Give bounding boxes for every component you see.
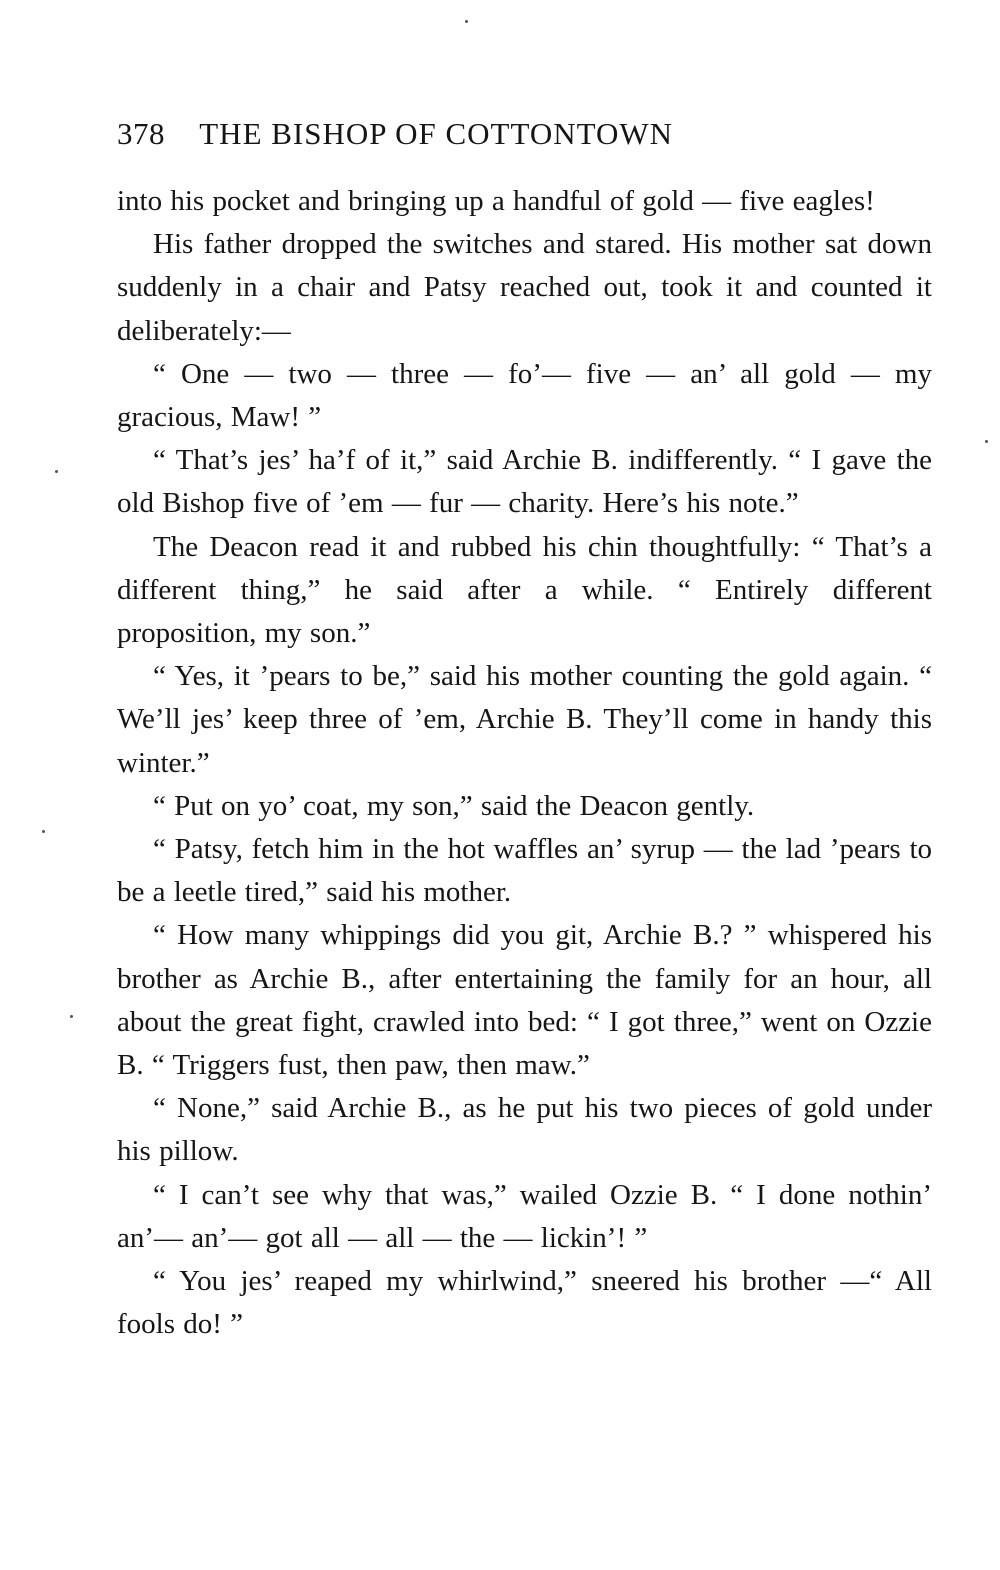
paragraph-10: “ None,” said Archie B., as he put his two pieces of gold under his pillow. xyxy=(117,1092,932,1168)
scan-speck xyxy=(70,1015,73,1018)
scan-speck xyxy=(55,470,58,473)
paragraph-1: into his pocket and bringing up a handful of gold — five eagles! xyxy=(117,185,875,217)
running-title: THE BISHOP OF COTTONTOWN xyxy=(199,116,674,151)
scan-speck xyxy=(42,830,45,833)
paragraph-8: “ Patsy, fetch him in the hot waffles an’ syrup — the lad ’pears to be a leetle tired,” said his mother. xyxy=(117,833,932,909)
paragraph-6: “ Yes, it ’pears to be,” said his mother counting the gold again. “ We’ll jes’ keep three of ’em, Archie B. They’ll come in handy this winter.” xyxy=(117,660,932,779)
paragraph-5: The Deacon read it and rubbed his chin thoughtfully: “ That’s a different thing,” he said after a while. “ Entirely different proposition, my son.” xyxy=(117,530,932,650)
paragraph-9: “ How many whippings did you git, Archie B.? ” whispered his brother as Archie B., after entertaining the family for an hour, all about the great fight, crawled into bed: “ I got three,” went on Ozzie B. “ Triggers fust, then paw, then maw.” xyxy=(117,919,932,1082)
paragraph-11: “ I can’t see why that was,” wailed Ozzie B. “ I done nothin’ an’— an’— got all — all — the — lickin’! ” xyxy=(117,1178,932,1254)
scan-speck xyxy=(985,440,988,443)
paragraph-12: “ You jes’ reaped my whirlwind,” sneered his brother —“ All fools do! ” xyxy=(117,1265,932,1341)
running-head xyxy=(117,116,817,152)
page-number: 378 xyxy=(117,116,165,151)
page-body xyxy=(117,180,932,1346)
paragraph-7: “ Put on yo’ coat, my son,” said the Deacon gently. xyxy=(153,789,755,822)
paragraph-3: “ One — two — three — fo’— five — an’ all gold — my gracious, Maw! ” xyxy=(117,357,932,434)
paragraph-2: His father dropped the switches and stared. His mother sat down suddenly in a chair and Patsy reached out, took it and counted it deliberately:— xyxy=(117,228,932,347)
scan-speck xyxy=(465,20,468,23)
paragraph-4: “ That’s jes’ ha’f of it,” said Archie B. indifferently. “ I gave the old Bishop five of ’em — fur — charity. Here’s his note.” xyxy=(117,444,932,520)
